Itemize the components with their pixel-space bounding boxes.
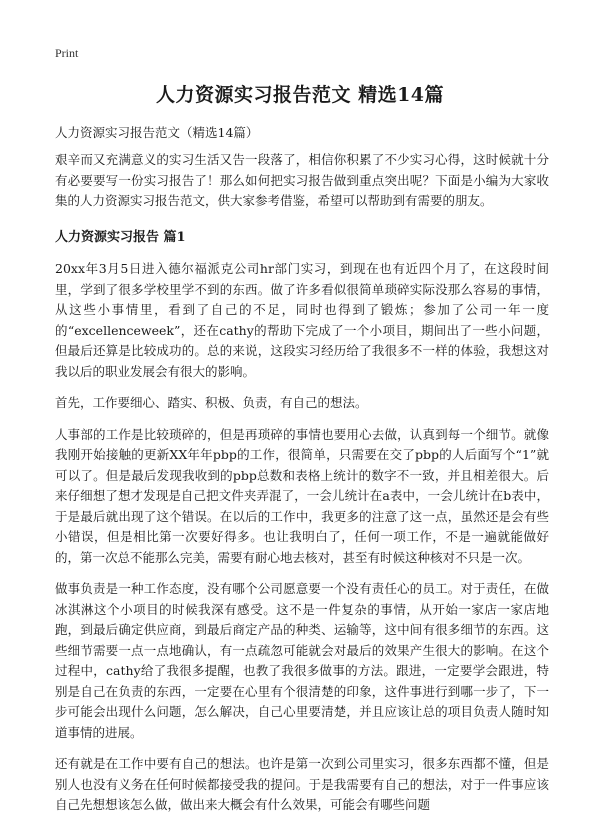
section-heading: 人力资源实习报告 篇1 <box>55 229 186 245</box>
print-link[interactable]: Print <box>55 46 79 60</box>
page-subtitle: 人力资源实习报告范文（精选14篇） <box>55 125 259 140</box>
page-title: 人力资源实习报告范文 精选14篇 <box>155 84 445 106</box>
body-paragraph: 人事部的工作是比较琐碎的，但是再琐碎的事情也要用心去做，认真到每一个细节。就像我刚开始接触的更新XX年年pbp的工作，很简单，只需要在交了pbp的人后面写个“1”就可以了。但是最后发现我收到的pbp总数和表格上统计的数字不一致，并且相差很大。后来仔细想了想才发现是自己把文件夹弄混了，一会儿统计在a表中，一会儿统计在b表中，于是最后就出现了这个错误。在以后的工作中，我更多的注意了这一点，虽然还是会有些小错误，但是相比第一次要好得多。也让我明白了，任何一项工作，不是一遍就能做好的，第一次总不能那么完美，需要有耐心地去核对，甚至有时候这种核对不只是一次。 <box>55 426 549 565</box>
body-paragraph: 做事负责是一种工作态度，没有哪个公司愿意要一个没有责任心的员工。对于责任，在做冰淇淋这个小项目的时候我深有感受。这不是一件复杂的事情，从开始一家店一家店地跑，到最后确定供应商，到最后商定产品的种类、运输等，这中间有很多细节的东西。这些细节需要一点一点地确认，有一点疏忽可能就会对最后的效果产生很大的影响。在这个过程中，cathy给了我很多提醒，也教了我很多做事的方法。跟进，一定要学会跟进，特别是自己在负责的东西，一定要在心里有个很清楚的印象，这件事进行到哪一步了，下一步可能会出现什么问题，怎么解决，自己心里要清楚，并且应该让总的项目负责人随时知道事情的进展。 <box>55 581 549 740</box>
article-body <box>55 150 549 827</box>
intro-paragraph: 艰辛而又充满意义的实习生活又告一段落了，相信你积累了不少实习心得，这时候就十分有必要要写一份实习报告了！那么如何把实习报告做到重点突出呢？下面是小编为大家收集的人力资源实习报告范文，供大家参考借鉴，希望可以帮助到有需要的朋友。 <box>55 152 549 208</box>
body-paragraph: 首先，工作要细心、踏实、积极、负责，有自己的想法。 <box>55 395 368 410</box>
body-paragraph: 20xx年3月5日进入德尔福派克公司hr部门实习，到现在也有近四个月了，在这段时间里，学到了很多学校里学不到的东西。做了许多看似很简单琐碎实际没那么容易的事情，从这些小事情里，看到了自己的不足，同时也得到了锻炼；参加了公司一年一度的“excellenceweek”，还在cathy的帮助下完成了一个小项目，期间出了一些小问题，但最后还算是比较成功的。总的来说，这段实习经历给了我很多不一样的体验，我想这对我以后的职业发展会有很大的影响。 <box>55 261 549 379</box>
body-paragraph: 还有就是在工作中要有自己的想法。也许是第一次到公司里实习，很多东西都不懂，但是别人也没有义务在任何时候都接受我的提问。于是我需要有自己的想法，对于一件事应该自己先想想该怎么做，做出来大概会有什么效果，可能会有哪些问题 <box>55 756 549 812</box>
